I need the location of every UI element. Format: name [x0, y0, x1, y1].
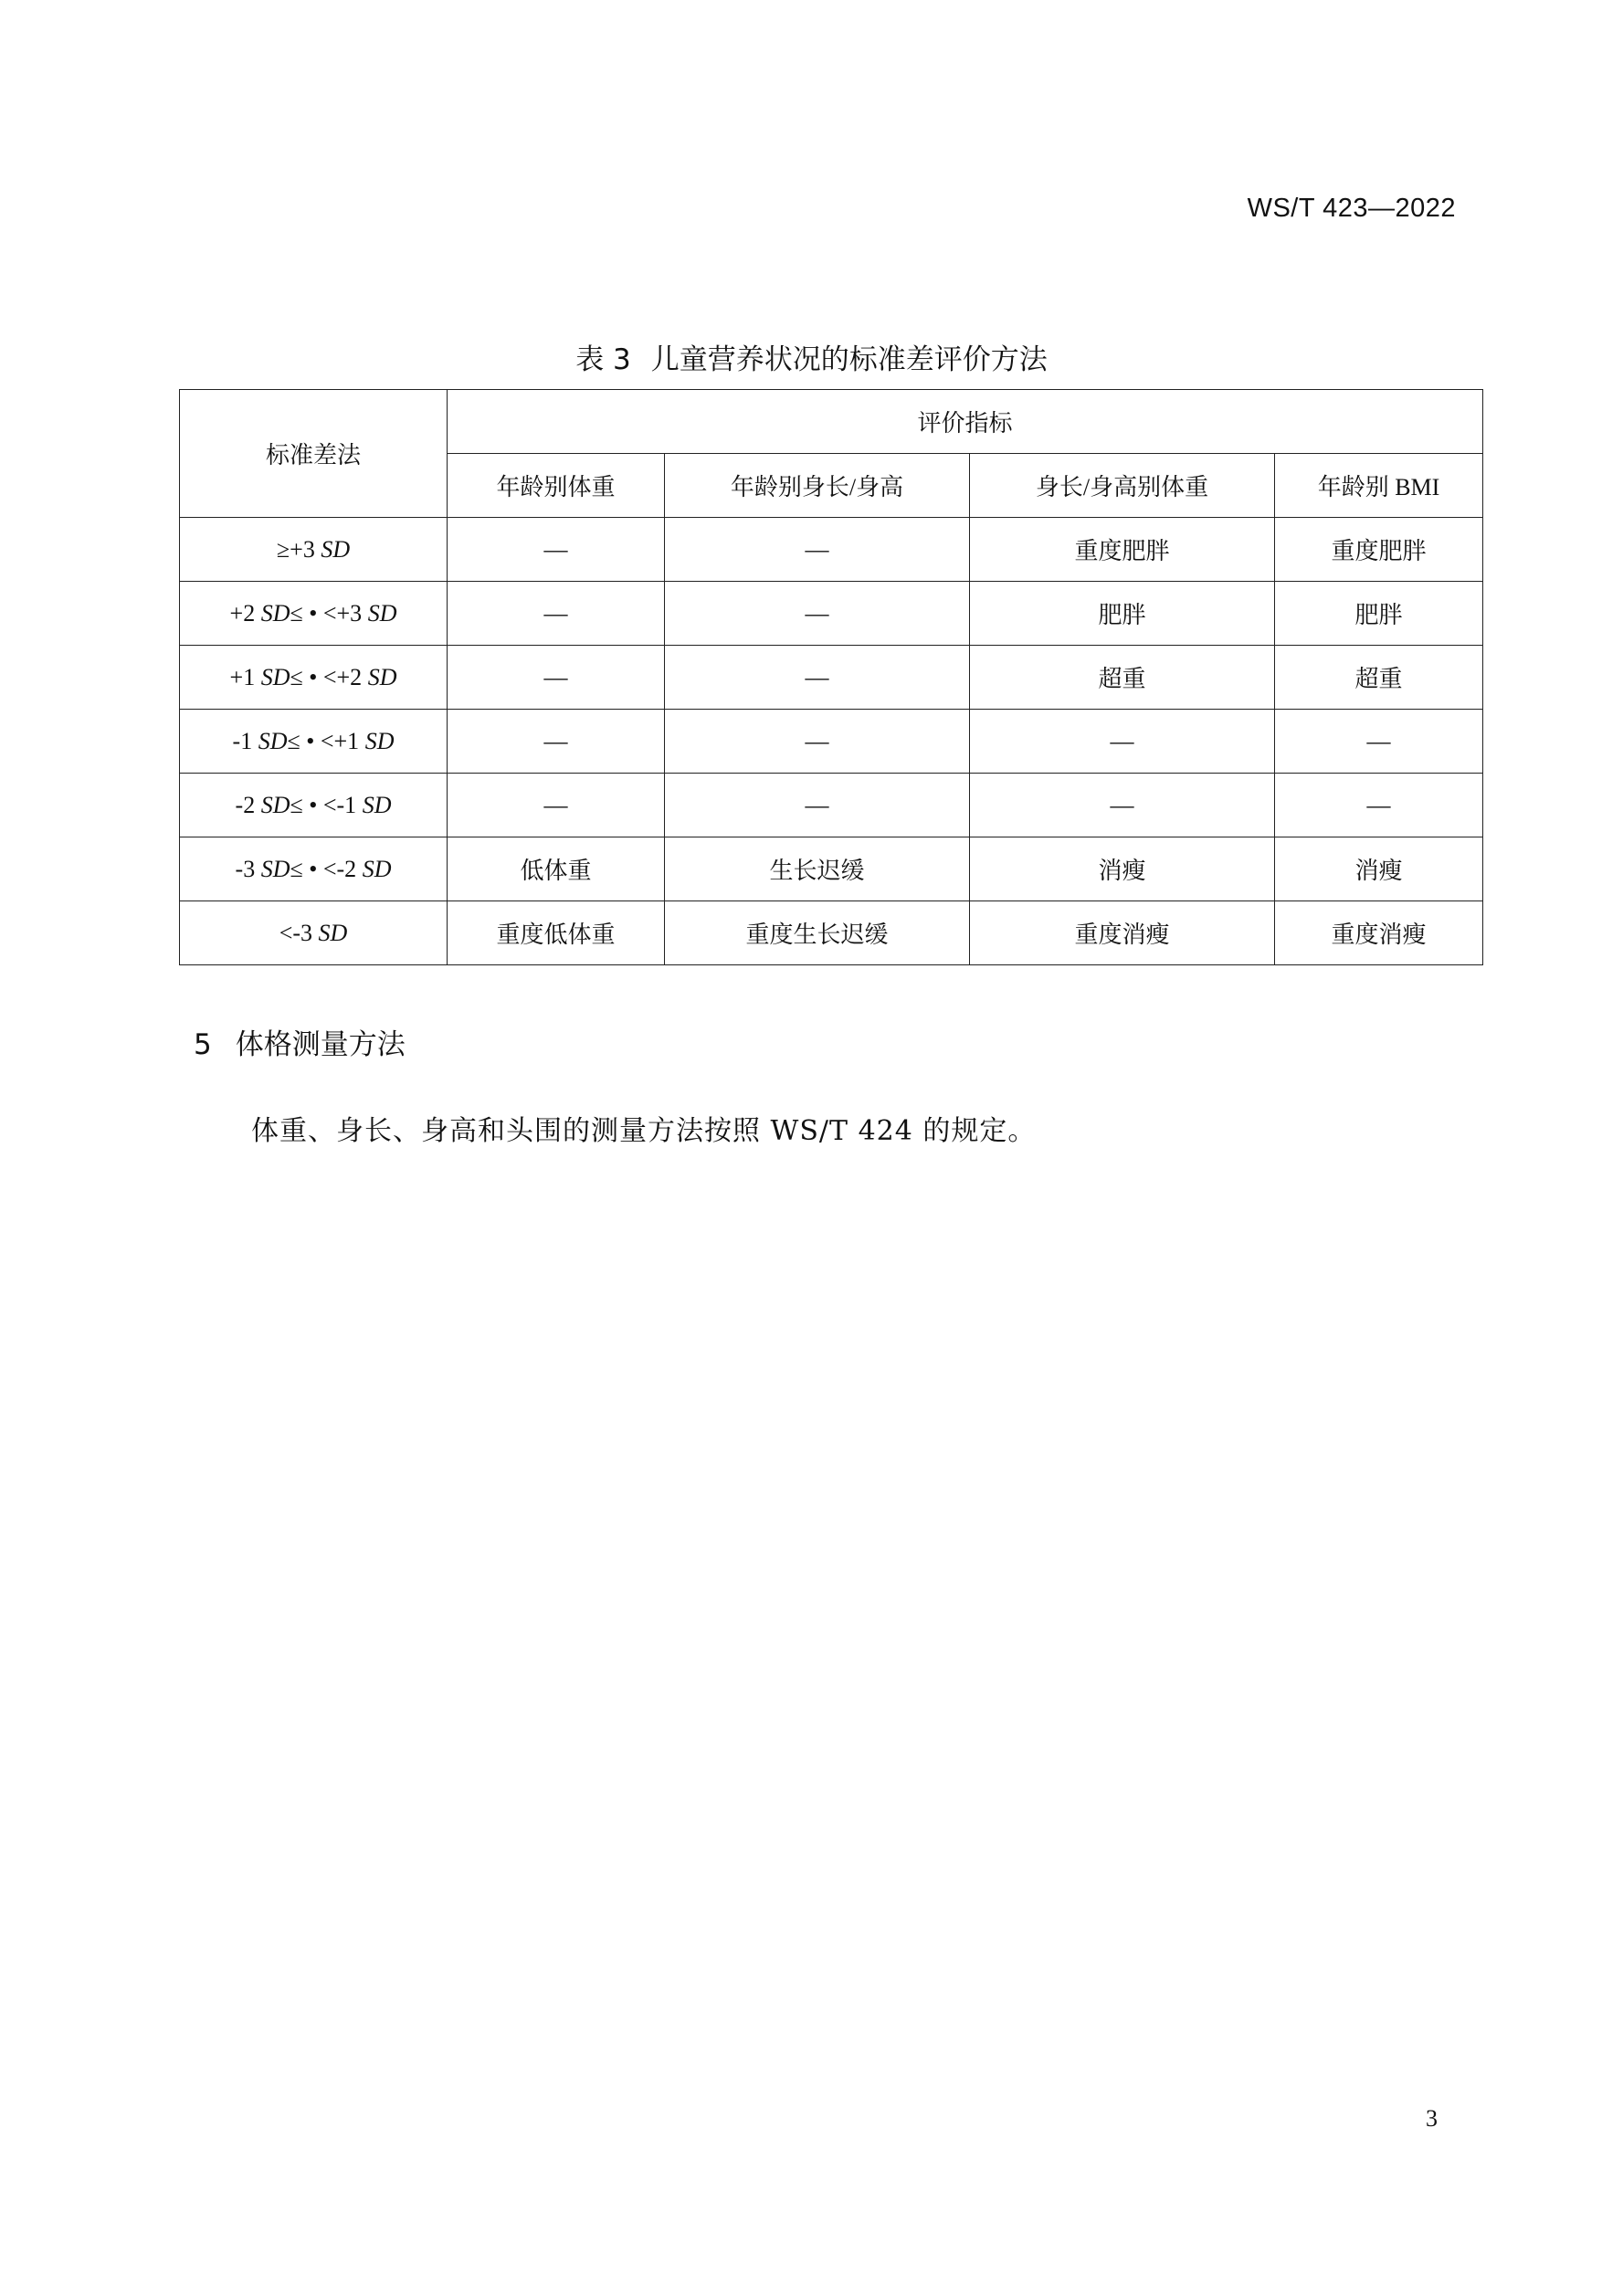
method-cell: -1 SD≤ • <+1 SD	[180, 710, 448, 774]
table-title-text: 儿童营养状况的标准差评价方法	[650, 343, 1048, 376]
method-cell: -2 SD≤ • <-1 SD	[180, 774, 448, 837]
table-cell: 重度消瘦	[1275, 901, 1483, 965]
table-row	[180, 646, 1483, 710]
section-title: 体格测量方法	[235, 1028, 406, 1061]
table-cell: 重度生长迟缓	[665, 901, 970, 965]
table-cell: 消瘦	[970, 837, 1275, 901]
column-header-cell: 身长/身高别体重	[970, 454, 1275, 518]
page-number: 3	[1426, 2105, 1438, 2132]
section-heading	[194, 1021, 406, 1062]
table-row	[180, 901, 1483, 965]
table-cell: —	[448, 582, 665, 646]
table-header-row	[180, 390, 1483, 454]
column-header-cell: 年龄别体重	[448, 454, 665, 518]
table-cell: 重度肥胖	[1275, 518, 1483, 582]
method-cell: <-3 SD	[180, 901, 448, 965]
table-title	[0, 336, 1623, 377]
table-cell: —	[665, 646, 970, 710]
table-cell: —	[1275, 710, 1483, 774]
column-header-cell: 年龄别身长/身高	[665, 454, 970, 518]
table-cell: 重度低体重	[448, 901, 665, 965]
table-cell: 超重	[1275, 646, 1483, 710]
table-cell: —	[448, 774, 665, 837]
table-cell: 肥胖	[970, 582, 1275, 646]
table-cell: —	[448, 518, 665, 582]
table-cell: —	[970, 710, 1275, 774]
table-cell: —	[665, 774, 970, 837]
table-title-number: 表 3	[575, 343, 631, 376]
column-header-cell: 年龄别 BMI	[1275, 454, 1483, 518]
table-row	[180, 774, 1483, 837]
table-row	[180, 710, 1483, 774]
table-cell: —	[970, 774, 1275, 837]
standard-number: WS/T 423—2022	[1247, 194, 1456, 223]
table-cell: —	[665, 710, 970, 774]
method-cell: -3 SD≤ • <-2 SD	[180, 837, 448, 901]
section-number: 5	[194, 1028, 212, 1061]
table-cell: —	[1275, 774, 1483, 837]
table-row	[180, 518, 1483, 582]
table-cell: 生长迟缓	[665, 837, 970, 901]
table-cell: —	[665, 582, 970, 646]
table-row	[180, 582, 1483, 646]
table-cell: 重度消瘦	[970, 901, 1275, 965]
group-header-cell: 评价指标	[448, 390, 1483, 454]
table-row	[180, 837, 1483, 901]
table-cell: 超重	[970, 646, 1275, 710]
table-cell: 重度肥胖	[970, 518, 1275, 582]
table-cell: —	[448, 646, 665, 710]
body-paragraph: 体重、身长、身高和头围的测量方法按照 WS/T 424 的规定。	[251, 1115, 1037, 1147]
table-cell: —	[665, 518, 970, 582]
table-cell: 低体重	[448, 837, 665, 901]
table-cell: 肥胖	[1275, 582, 1483, 646]
table-cell: —	[448, 710, 665, 774]
method-cell: +1 SD≤ • <+2 SD	[180, 646, 448, 710]
corner-header-cell: 标准差法	[180, 390, 448, 518]
table-cell: 消瘦	[1275, 837, 1483, 901]
method-cell: ≥+3 SD	[180, 518, 448, 582]
method-cell: +2 SD≤ • <+3 SD	[180, 582, 448, 646]
evaluation-table	[179, 389, 1483, 965]
